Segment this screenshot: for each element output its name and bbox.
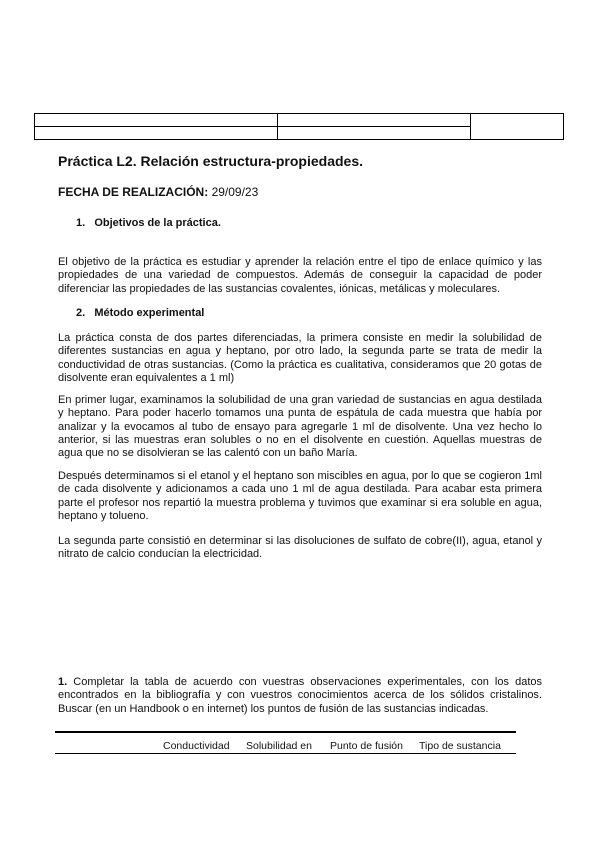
section-heading-metodo: 2. Método experimental <box>76 307 205 319</box>
page-title: Práctica L2. Relación estructura-propiedades. <box>58 153 363 169</box>
question-number: 1. <box>58 676 68 688</box>
metodo-paragraph-2: En primer lugar, examinamos la solubilidad de una gran variedad de sustancias en agua destilada y heptano. Para poder hacerlo tomamos una punta de espátula de cada muestra que había por analizar y la evocamos al tubo de ensayo para agregarle 1 ml de disolvente. Una vez hecho lo anterior, si las muestras eran solubles o no en el disolvente en cuestión. Aquellas muestras de agua que no se disolvieran se las calentó con un baño María. <box>58 394 542 460</box>
table-cell <box>471 114 564 140</box>
table-cell <box>35 127 278 140</box>
table-cell <box>278 114 471 127</box>
question-text: Completar la tabla de acuerdo con vuestras observaciones experimentales, con los datos encontrados en la bibliografía y con vuestros conocimientos acerca de los sólidos cristalinos. Buscar (en un Handbook o en internet) los puntos de fusión de las sustancias indicadas. <box>58 676 542 715</box>
objetivos-paragraph: El objetivo de la práctica es estudiar y aprender la relación entre el tipo de enlace químico y las propiedades de una variedad de compuestos. Además de conseguir la capacidad de poder diferenciar las propiedades de las sustancias covalentes, iónicas, metálicas y moleculares. <box>58 256 542 295</box>
table-top-rule <box>55 731 516 733</box>
metodo-paragraph-1: La práctica consta de dos partes diferenciadas, la primera consiste en medir la solubilidad de diferentes sustancias en agua y heptano, por otro lado, la segunda parte se trata de medir la conductividad de otras sustancias. (Como la práctica es cualitativa, consideramos que 20 gotas de disolvente eran equivalentes a 1 ml) <box>58 332 542 384</box>
date-label: FECHA DE REALIZACIÓN: <box>58 185 209 199</box>
metodo-paragraph-3: Después determinamos si el etanol y el heptano son miscibles en agua, por lo que se cogieron 1ml de cada disolvente y adicionamos a cada uno 1 ml de agua destilada. Para acabar esta primera parte el profesor nos repartió la muestra problema y tuvimos que examinar si era soluble en agua, heptano y tolueno. <box>58 470 542 522</box>
table-cell <box>278 127 471 140</box>
table-cell <box>35 114 278 127</box>
column-header-solubilidad: Solubilidad en <box>246 740 312 752</box>
table-header-rule <box>55 753 516 754</box>
column-header-punto-fusion: Punto de fusión <box>330 740 403 752</box>
column-header-conductividad: Conductividad <box>163 740 230 752</box>
date-value: 29/09/23 <box>211 185 259 199</box>
date-line <box>58 185 258 199</box>
metodo-paragraph-4: La segunda parte consistió en determinar si las disoluciones de sulfato de cobre(II), agua, etanol y nitrato de calcio conducían la electricidad. <box>58 535 542 561</box>
header-info-table <box>34 113 564 140</box>
section-heading-objetivos: 1. Objetivos de la práctica. <box>76 217 221 229</box>
column-header-tipo-sustancia: Tipo de sustancia <box>419 740 501 752</box>
question-paragraph <box>58 676 542 716</box>
table-row <box>35 114 564 127</box>
